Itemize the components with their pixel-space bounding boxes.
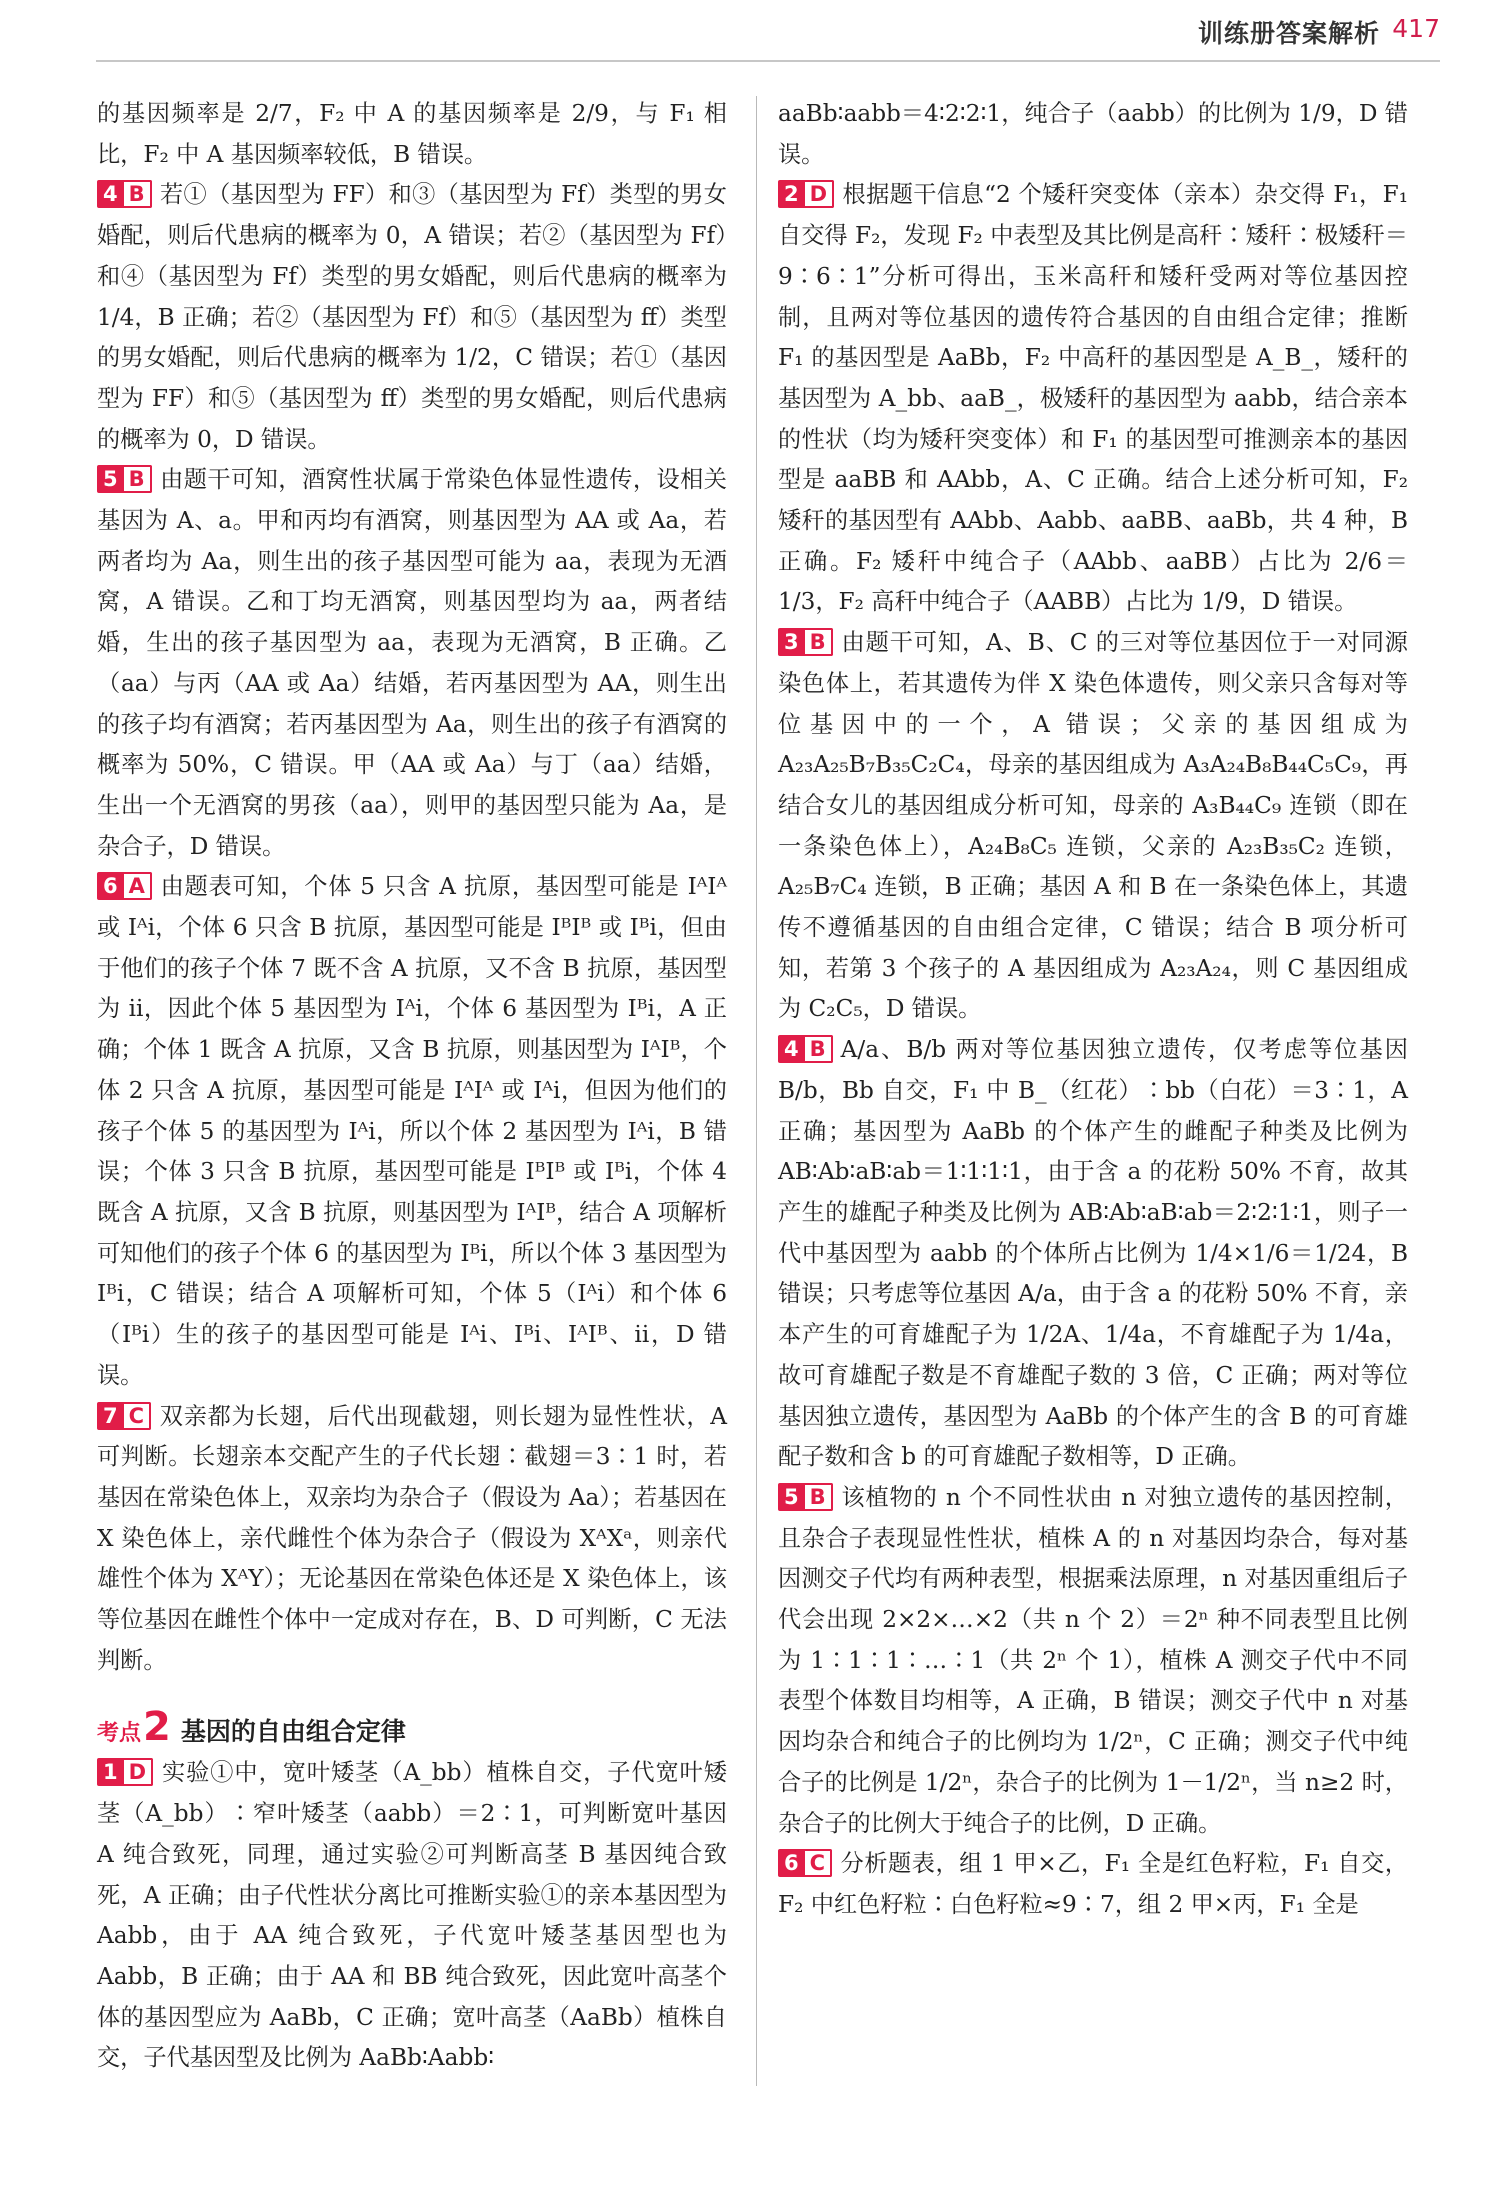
answer-letter: B — [124, 465, 152, 493]
question-number: 1 — [97, 1758, 124, 1786]
question-number: 2 — [778, 180, 805, 208]
page-number: 417 — [1392, 14, 1440, 43]
answer-item — [778, 1030, 1408, 1478]
answer-letter: A — [124, 872, 152, 900]
question-number: 3 — [778, 628, 805, 656]
answer-badge — [778, 1483, 833, 1511]
answer-letter: B — [805, 1483, 833, 1511]
question-number: 5 — [778, 1483, 805, 1511]
answer-explanation: 若①（基因型为 FF）和③（基因型为 Ff）类型的男女婚配，则后代患病的概率为 0，A 错误；若②（基因型为 Ff）和④（基因型为 Ff）类型的男女婚配，则后代患病的概率为 1/4，B 正确；若②（基因型为 Ff）和⑤（基因型为 ff）类型的男女婚配，则后代患病的概率为 1/2，C 错误；若①（基因型为 FF）和⑤（基因型为 ff）类型的男女婚配，则后代患病的概率为 0，D 错误。 — [97, 181, 727, 453]
header-rule — [96, 60, 1440, 62]
page-header — [0, 0, 1502, 62]
answer-item — [97, 175, 727, 460]
answer-explanation: A/a、B/b 两对等位基因独立遗传，仅考虑等位基因 B/b，Bb 自交，F₁ 中 B_（红花）∶bb（白花）＝3∶1，A 正确；基因型为 AaBb 的个体产生的雌配子种类及比例为 AB∶Ab∶aB∶ab＝1∶1∶1∶1，由于含 a 的花粉 50% 不育，故其产生的雄配子种类及比例为 AB∶Ab∶aB∶ab＝2∶2∶1∶1，则子一代中基因型为 aabb 的个体所占比例为 1/4×1/6＝1/24，B 错误；只考虑等位基因 A/a，由于含 a 的花粉 50% 不育，亲本产生的可育雄配子为 1/2A、1/4a，不育雄配子为 1/4a，故可育雄配子数是不育雄配子数的 3 倍，C 正确；两对等位基因独立遗传，基因型为 AaBb 的个体产生的含 B 的可育雄配子数和含 b 的可育雄配子数相等，D 正确。 — [778, 1036, 1408, 1471]
section-number: 2 — [143, 1704, 171, 1751]
answer-letter: D — [805, 180, 834, 208]
question-number: 4 — [778, 1035, 805, 1063]
answer-item — [97, 867, 727, 1396]
question-number: 4 — [97, 180, 124, 208]
answer-badge — [97, 180, 152, 208]
answer-badge — [97, 1758, 153, 1786]
answer-letter: B — [805, 1035, 833, 1063]
running-title: 训练册答案解析 — [1197, 19, 1380, 48]
answer-badge — [778, 1035, 833, 1063]
answer-letter: C — [124, 1402, 151, 1430]
answer-badge — [778, 180, 834, 208]
answer-explanation: 该植物的 n 个不同性状由 n 对独立遗传的基因控制，且杂合子表现显性性状，植株 A 的 n 对基因均杂合，每对基因测交子代均有两种表型，根据乘法原理，n 对基因重组后子代会出现 2×2×…×2（共 n 个 2）＝2ⁿ 种不同表型且比例为 1∶1∶1∶…∶1（共 2ⁿ 个 1），植株 A 测交子代中不同表型个体数目均相等，A 正确，B 错误；测交子代中 n 对基因均杂合和纯合子的比例均为 1/2ⁿ，C 正确；测交子代中纯合子的比例是 1/2ⁿ，杂合子的比例为 1－1/2ⁿ，当 n≥2 时，杂合子的比例大于纯合子的比例，D 正确。 — [778, 1483, 1408, 1837]
answer-letter: B — [805, 628, 833, 656]
column-divider — [756, 96, 757, 2086]
continuation-text: 的基因频率是 2/7，F₂ 中 A 的基因频率是 2/9，与 F₁ 相比，F₂ 中 A 基因频率较低，B 错误。 — [97, 100, 727, 168]
answer-item — [778, 175, 1408, 623]
answer-explanation: 实验①中，宽叶矮茎（A_bb）植株自交，子代宽叶矮茎（A_bb）∶窄叶矮茎（aabb）＝2∶1，可判断宽叶基因 A 纯合致死，同理，通过实验②可判断高茎 B 基因纯合致死，A 正确；由子代性状分离比可推断实验①的亲本基因型为 Aabb，由于 AA 纯合致死，子代宽叶矮茎基因型也为 Aabb，B 正确；由于 AA 和 BB 纯合致死，因此宽叶高茎个体的基因型应为 AaBb，C 正确；宽叶高茎（AaBb）植株自交，子代基因型及比例为 AaBb∶Aabb∶ — [97, 1759, 727, 2072]
continuation-text: aaBb∶aabb＝4∶2∶2∶1，纯合子（aabb）的比例为 1/9，D 错误。 — [778, 100, 1408, 168]
question-number: 5 — [97, 465, 124, 493]
answer-explanation: 双亲都为长翅，后代出现截翅，则长翅为显性性状，A 可判断。长翅亲本交配产生的子代长翅∶截翅＝3∶1 时，若基因在常染色体上，双亲均为杂合子（假设为 Aa）；若基因在 X 染色体上，亲代雌性个体为杂合子（假设为 XᴬXᵃ，则亲代雄性个体为 XᴬY）；无论基因在常染色体还是 X 染色体上，该等位基因在雌性个体中一定成对存在，B、D 可判断，C 无法判断。 — [97, 1402, 727, 1674]
left-column — [97, 94, 727, 2079]
answer-badge — [778, 1849, 832, 1877]
answer-letter: D — [124, 1758, 153, 1786]
section-heading — [97, 1704, 727, 1751]
section-prefix: 考点 — [97, 1721, 142, 1747]
answer-explanation: 根据题干信息“2 个矮秆突变体（亲本）杂交得 F₁，F₁ 自交得 F₂，发现 F₂ 中表型及其比例是高秆∶矮秆∶极矮秆＝9∶6∶1”分析可得出，玉米高秆和矮秆受两对等位基因控制，且两对等位基因的遗传符合基因的自由组合定律；推断 F₁ 的基因型是 AaBb，F₂ 中高秆的基因型是 A_B_，矮秆的基因型为 A_bb、aaB_，极矮秆的基因型为 aabb，结合亲本的性状（均为矮秆突变体）和 F₁ 的基因型可推测亲本的基因型是 aaBB 和 AAbb，A、C 正确。结合上述分析可知，F₂ 矮秆的基因型有 AAbb、Aabb、aaBB、aaBb，共 4 种，B 正确。F₂ 矮秆中纯合子（AAbb、aaBB）占比为 2/6＝1/3，F₂ 高秆中纯合子（AABB）占比为 1/9，D 错误。 — [778, 181, 1408, 616]
answer-explanation: 由题表可知，个体 5 只含 A 抗原，基因型可能是 IᴬIᴬ 或 Iᴬi，个体 6 只含 B 抗原，基因型可能是 IᴮIᴮ 或 Iᴮi，但由于他们的孩子个体 7 既不含 A 抗原，又不含 B 抗原，基因型为 ii，因此个体 5 基因型为 Iᴬi，个体 6 基因型为 Iᴮi，A 正确；个体 1 既含 A 抗原，又含 B 抗原，则基因型为 IᴬIᴮ，个体 2 只含 A 抗原，基因型可能是 IᴬIᴬ 或 Iᴬi，但因为他们的孩子个体 5 的基因型为 Iᴬi，所以个体 2 基因型为 Iᴬi，B 错误；个体 3 只含 B 抗原，基因型可能是 IᴮIᴮ 或 Iᴮi，个体 4 既含 A 抗原，又含 B 抗原，则基因型为 IᴬIᴮ，结合 A 项解析可知他们的孩子个体 6 的基因型为 Iᴮi，所以个体 3 基因型为 Iᴮi，C 错误；结合 A 项解析可知，个体 5（Iᴬi）和个体 6（Iᴮi）生的孩子的基因型可能是 Iᴬi、Iᴮi、IᴬIᴮ、ii，D 错误。 — [97, 873, 727, 1389]
question-number: 7 — [97, 1402, 124, 1430]
answer-letter: C — [805, 1849, 832, 1877]
answer-item — [97, 1753, 727, 2079]
answer-badge — [778, 628, 833, 656]
answer-item — [97, 1397, 727, 1682]
answer-explanation: 由题干可知，酒窝性状属于常染色体显性遗传，设相关基因为 A、a。甲和丙均有酒窝，则基因型为 AA 或 Aa，若两者均为 Aa，则生出的孩子基因型可能为 aa，表现为无酒窝，A 错误。乙和丁均无酒窝，则基因型均为 aa，两者结婚，生出的孩子基因型为 aa，表现为无酒窝，B 正确。乙（aa）与丙（AA 或 Aa）结婚，若丙基因型为 AA，则生出的孩子均有酒窝；若丙基因型为 Aa，则生出的孩子有酒窝的概率为 50%，C 错误。甲（AA 或 Aa）与丁（aa）结婚，生出一个无酒窝的男孩（aa），则甲的基因型只能为 Aa，是杂合子，D 错误。 — [97, 466, 727, 860]
answer-item — [778, 623, 1408, 1030]
section-title: 基因的自由组合定律 — [180, 1717, 406, 1747]
question-number: 6 — [97, 872, 124, 900]
answer-explanation: 由题干可知，A、B、C 的三对等位基因位于一对同源染色体上，若其遗传为伴 X 染色体遗传，则父亲只含每对等位基因中的一个，A 错误；父亲的基因组成为 A₂₃A₂₅B₇B₃₅C₂C₄，母亲的基因组成为 A₃A₂₄B₈B₄₄C₅C₉，再结合女儿的基因组成分析可知，母亲的 A₃B₄₄C₉ 连锁（即在一条染色体上），A₂₄B₈C₅ 连锁，父亲的 A₂₃B₃₅C₂ 连锁，A₂₅B₇C₄ 连锁，B 正确；基因 A 和 B 在一条染色体上，其遗传不遵循基因的自由组合定律，C 错误；结合 B 项分析可知，若第 3 个孩子的 A 基因组成为 A₂₃A₂₄，则 C 基因组成为 C₂C₅，D 错误。 — [778, 629, 1408, 1023]
answer-item — [778, 1844, 1408, 1925]
answer-item — [778, 1478, 1408, 1844]
answer-badge — [97, 465, 152, 493]
answer-explanation: 分析题表，组 1 甲×乙，F₁ 全是红色籽粒，F₁ 自交，F₂ 中红色籽粒∶白色籽粒≈9∶7，组 2 甲×丙，F₁ 全是 — [778, 1850, 1408, 1918]
right-column — [778, 94, 1408, 1926]
answer-badge — [97, 1402, 151, 1430]
question-number: 6 — [778, 1849, 805, 1877]
answer-item — [97, 460, 727, 867]
answer-letter: B — [124, 180, 152, 208]
answer-badge — [97, 872, 152, 900]
